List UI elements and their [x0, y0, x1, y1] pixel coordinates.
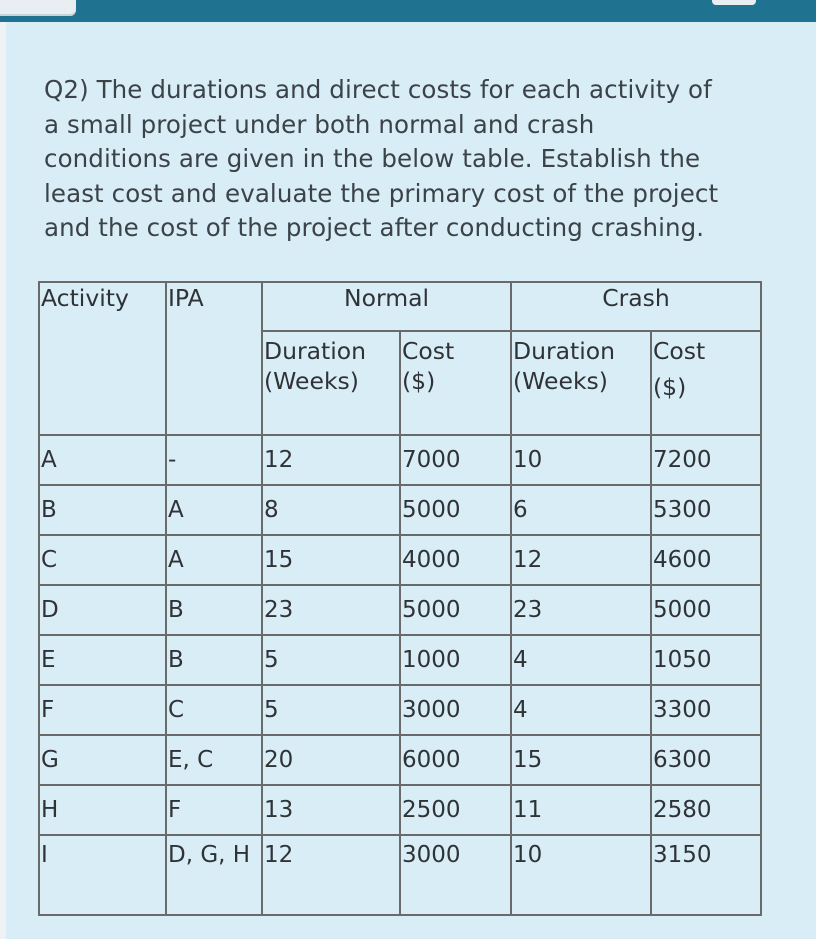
normal-cost-cell: 3000	[400, 835, 511, 915]
crash-duration-cell: 10	[511, 435, 651, 485]
crash-cost-cell: 7200	[651, 435, 761, 485]
normal-cost-cell: 5000	[400, 485, 511, 535]
activity-cell: D	[39, 585, 166, 635]
normal-duration-cell: 15	[262, 535, 400, 585]
normal-duration-cell: 5	[262, 635, 400, 685]
table-row	[39, 485, 761, 535]
normal-cost-cell: 6000	[400, 735, 511, 785]
table-row	[39, 835, 761, 915]
question-line: Q2) The durations and direct costs for each activity of	[44, 75, 712, 104]
normal-cost-cell: 5000	[400, 585, 511, 635]
normal-duration-cell: 20	[262, 735, 400, 785]
duration-label: Duration	[264, 337, 367, 365]
activity-table-wrapper	[38, 281, 762, 916]
question-line: and the cost of the project after conducting crashing.	[44, 213, 705, 242]
table-row	[39, 635, 761, 685]
crash-duration-cell: 12	[511, 535, 651, 585]
normal-cost-cell: 3000	[400, 685, 511, 735]
ipa-cell: B	[166, 585, 262, 635]
crash-cost-cell: 3150	[651, 835, 761, 915]
header-normal-cost	[400, 331, 511, 435]
normal-duration-cell: 13	[262, 785, 400, 835]
crash-duration-cell: 6	[511, 485, 651, 535]
top-left-tab[interactable]	[0, 0, 76, 16]
activity-cell: A	[39, 435, 166, 485]
duration-label: Duration	[513, 337, 616, 365]
normal-duration-cell: 5	[262, 685, 400, 735]
ipa-cell: -	[166, 435, 262, 485]
ipa-cell: E, C	[166, 735, 262, 785]
activity-cell: I	[39, 835, 166, 915]
activity-cell: H	[39, 785, 166, 835]
activity-cell: B	[39, 485, 166, 535]
dollar-label: ($)	[402, 367, 436, 395]
header-normal-duration	[262, 331, 400, 435]
header-crash-cost	[651, 331, 761, 435]
activity-cell: G	[39, 735, 166, 785]
table-row	[39, 785, 761, 835]
crash-cost-cell: 5000	[651, 585, 761, 635]
crash-duration-cell: 15	[511, 735, 651, 785]
normal-cost-cell: 2500	[400, 785, 511, 835]
table-row	[39, 535, 761, 585]
crash-cost-cell: 6300	[651, 735, 761, 785]
normal-cost-cell: 7000	[400, 435, 511, 485]
header-crash-duration	[511, 331, 651, 435]
crash-cost-cell: 2580	[651, 785, 761, 835]
cost-label: Cost	[402, 337, 455, 365]
header-crash: Crash	[511, 282, 761, 331]
crash-cost-cell: 3300	[651, 685, 761, 735]
header-activity: Activity	[39, 282, 166, 435]
ipa-cell: B	[166, 635, 262, 685]
ipa-cell: C	[166, 685, 262, 735]
header-normal: Normal	[262, 282, 511, 331]
crash-cost-cell: 4600	[651, 535, 761, 585]
question-line: a small project under both normal and crash	[44, 109, 595, 139]
weeks-label: (Weeks)	[513, 367, 608, 395]
weeks-label: (Weeks)	[264, 367, 359, 395]
ipa-cell: F	[166, 785, 262, 835]
table-row	[39, 435, 761, 485]
crash-cost-cell: 1050	[651, 635, 761, 685]
activity-cell: C	[39, 535, 166, 585]
activity-table	[38, 281, 762, 916]
top-bar	[0, 0, 816, 22]
crash-cost-cell: 5300	[651, 485, 761, 535]
question-line: least cost and evaluate the primary cost of the project	[44, 178, 719, 208]
ipa-cell: A	[166, 485, 262, 535]
normal-duration-cell: 12	[262, 835, 400, 915]
dollar-label: ($)	[653, 373, 687, 401]
activity-cell: E	[39, 635, 166, 685]
cost-label: Cost	[653, 337, 706, 365]
normal-cost-cell: 4000	[400, 535, 511, 585]
normal-duration-cell: 23	[262, 585, 400, 635]
ipa-cell: A	[166, 535, 262, 585]
crash-duration-cell: 23	[511, 585, 651, 635]
table-row	[39, 735, 761, 785]
crash-duration-cell: 10	[511, 835, 651, 915]
question-line: conditions are given in the below table. Establish the	[44, 144, 701, 173]
normal-duration-cell: 8	[262, 485, 400, 535]
crash-duration-cell: 4	[511, 685, 651, 735]
activity-cell: F	[39, 685, 166, 735]
top-right-tab[interactable]	[712, 0, 756, 5]
crash-duration-cell: 4	[511, 635, 651, 685]
ipa-cell: D, G, H	[166, 835, 262, 915]
normal-cost-cell: 1000	[400, 635, 511, 685]
crash-duration-cell: 11	[511, 785, 651, 835]
normal-duration-cell: 12	[262, 435, 400, 485]
header-ipa: IPA	[166, 282, 262, 435]
table-row	[39, 685, 761, 735]
question-text	[44, 73, 804, 246]
header-row	[39, 282, 761, 331]
table-row	[39, 585, 761, 635]
